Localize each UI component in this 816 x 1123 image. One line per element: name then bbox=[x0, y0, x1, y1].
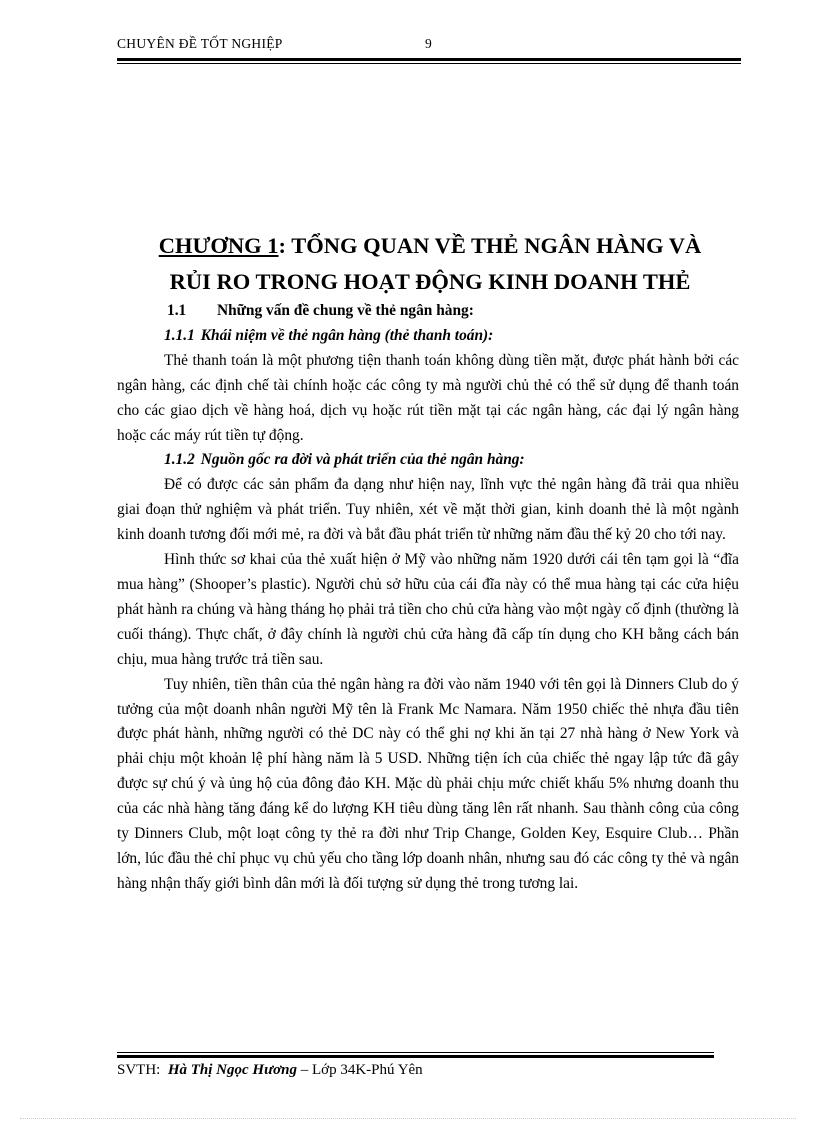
footer-prefix: SVTH: bbox=[117, 1062, 161, 1078]
page-number: 9 bbox=[425, 36, 433, 51]
chapter-title-line2: RỦI RO TRONG HOẠT ĐỘNG KINH DOANH THẺ bbox=[169, 269, 691, 294]
section-number: 1.1.2 bbox=[164, 451, 195, 469]
student-name: Hà Thị Ngọc Hương bbox=[167, 1062, 297, 1078]
page-footer bbox=[117, 1062, 423, 1079]
section-title: Nguồn gốc ra đời và phát triển của thẻ ngân hàng: bbox=[200, 451, 525, 469]
section-title: Khái niệm về thẻ ngân hàng (thẻ thanh toán): bbox=[200, 326, 494, 344]
document-body bbox=[117, 299, 739, 897]
chapter-title bbox=[100, 228, 760, 300]
header-title: CHUYÊN ĐỀ TỐT NGHIỆP bbox=[117, 36, 283, 51]
paragraph: Để có được các sản phẩm đa dạng như hiện nay, lĩnh vực thẻ ngân hàng đã trải qua nhiều giai đoạn thử nghiệm và phát triển. Tuy nhiên, xét về mặt thời gian, kinh doanh thẻ là một ngành kinh doanh tương đối mới mẻ, ra đời và bắt đầu phát triển từ những năm đầu thế kỷ 20 cho tới nay. bbox=[117, 476, 739, 544]
footer-rule bbox=[117, 1052, 714, 1058]
paragraph: Thẻ thanh toán là một phương tiện thanh toán không dùng tiền mặt, được phát hành bởi các ngân hàng, các định chế tài chính hoặc các công ty mà người chủ thẻ có thể sử dụng để thanh toán cho các giao dịch về hàng hoá, dịch vụ hoặc rút tiền mặt tại các ngân hàng, các đại lý ngân hàng hoặc các máy rút tiền tự động. bbox=[117, 351, 739, 444]
section-number: 1.1 bbox=[167, 302, 187, 319]
chapter-label: CHƯƠNG 1 bbox=[158, 233, 279, 258]
paragraph: Hình thức sơ khai của thẻ xuất hiện ở Mỹ vào những năm 1920 dưới cái tên tạm gọi là “đĩa mua hàng” (Shooper’s plastic). Người chủ sở hữu của cái đĩa này có thể mua hàng tại các cửa hiệu phát hành ra chúng và hàng tháng họ phải trả tiền cho chủ cửa hàng vào một ngày cố định (thường là cuối tháng). Thực chất, ở đây chính là người chủ cửa hàng đã cấp tín dụng cho KH bằng cách bán chịu, mua hàng trước trả tiền sau. bbox=[117, 551, 739, 668]
footer-class: – Lớp 34K-Phú Yên bbox=[300, 1062, 423, 1078]
section-title: Những vấn đề chung về thẻ ngân hàng: bbox=[217, 302, 474, 319]
section-number: 1.1.1 bbox=[164, 326, 195, 344]
page-bottom-edge bbox=[20, 1118, 796, 1119]
page-header bbox=[117, 36, 741, 52]
section-heading-1-1-1 bbox=[117, 324, 739, 349]
section-heading-1-1 bbox=[117, 299, 739, 324]
chapter-title-line1: : TỔNG QUAN VỀ THẺ NGÂN HÀNG VÀ bbox=[278, 233, 702, 258]
paragraph: Tuy nhiên, tiền thân của thẻ ngân hàng ra đời vào năm 1940 với tên gọi là Dinners Club do ý tưởng của một doanh nhân người Mỹ tên là Frank Mc Namara. Năm 1950 chiếc thẻ nhựa đầu tiên được phát hành, những người có thẻ DC này có thể ghi nợ khi ăn tại 27 nhà hàng ở New York và phải chịu một khoản lệ phí hàng năm là 5 USD. Những tiện ích của chiếc thẻ ngay lập tức đã gây được sự chú ý và ủng hộ của đông đảo KH. Mặc dù phải chịu mức chiết khấu 5% nhưng doanh thu của các nhà hàng tăng đáng kể do lượng KH tiêu dùng tăng lên rất nhanh. Sau thành công của công ty Dinners Club, một loạt công ty thẻ ra đời như Trip Change, Golden Key, Esquire Club… Phần lớn, lúc đầu thẻ chỉ phục vụ chủ yếu cho tầng lớp doanh nhân, nhưng sau đó các công ty thẻ và ngân hàng nhận thấy giới bình dân mới là đối tượng sử dụng thẻ trong tương lai. bbox=[117, 675, 739, 892]
section-heading-1-1-2 bbox=[117, 448, 739, 473]
header-rule bbox=[117, 58, 741, 64]
